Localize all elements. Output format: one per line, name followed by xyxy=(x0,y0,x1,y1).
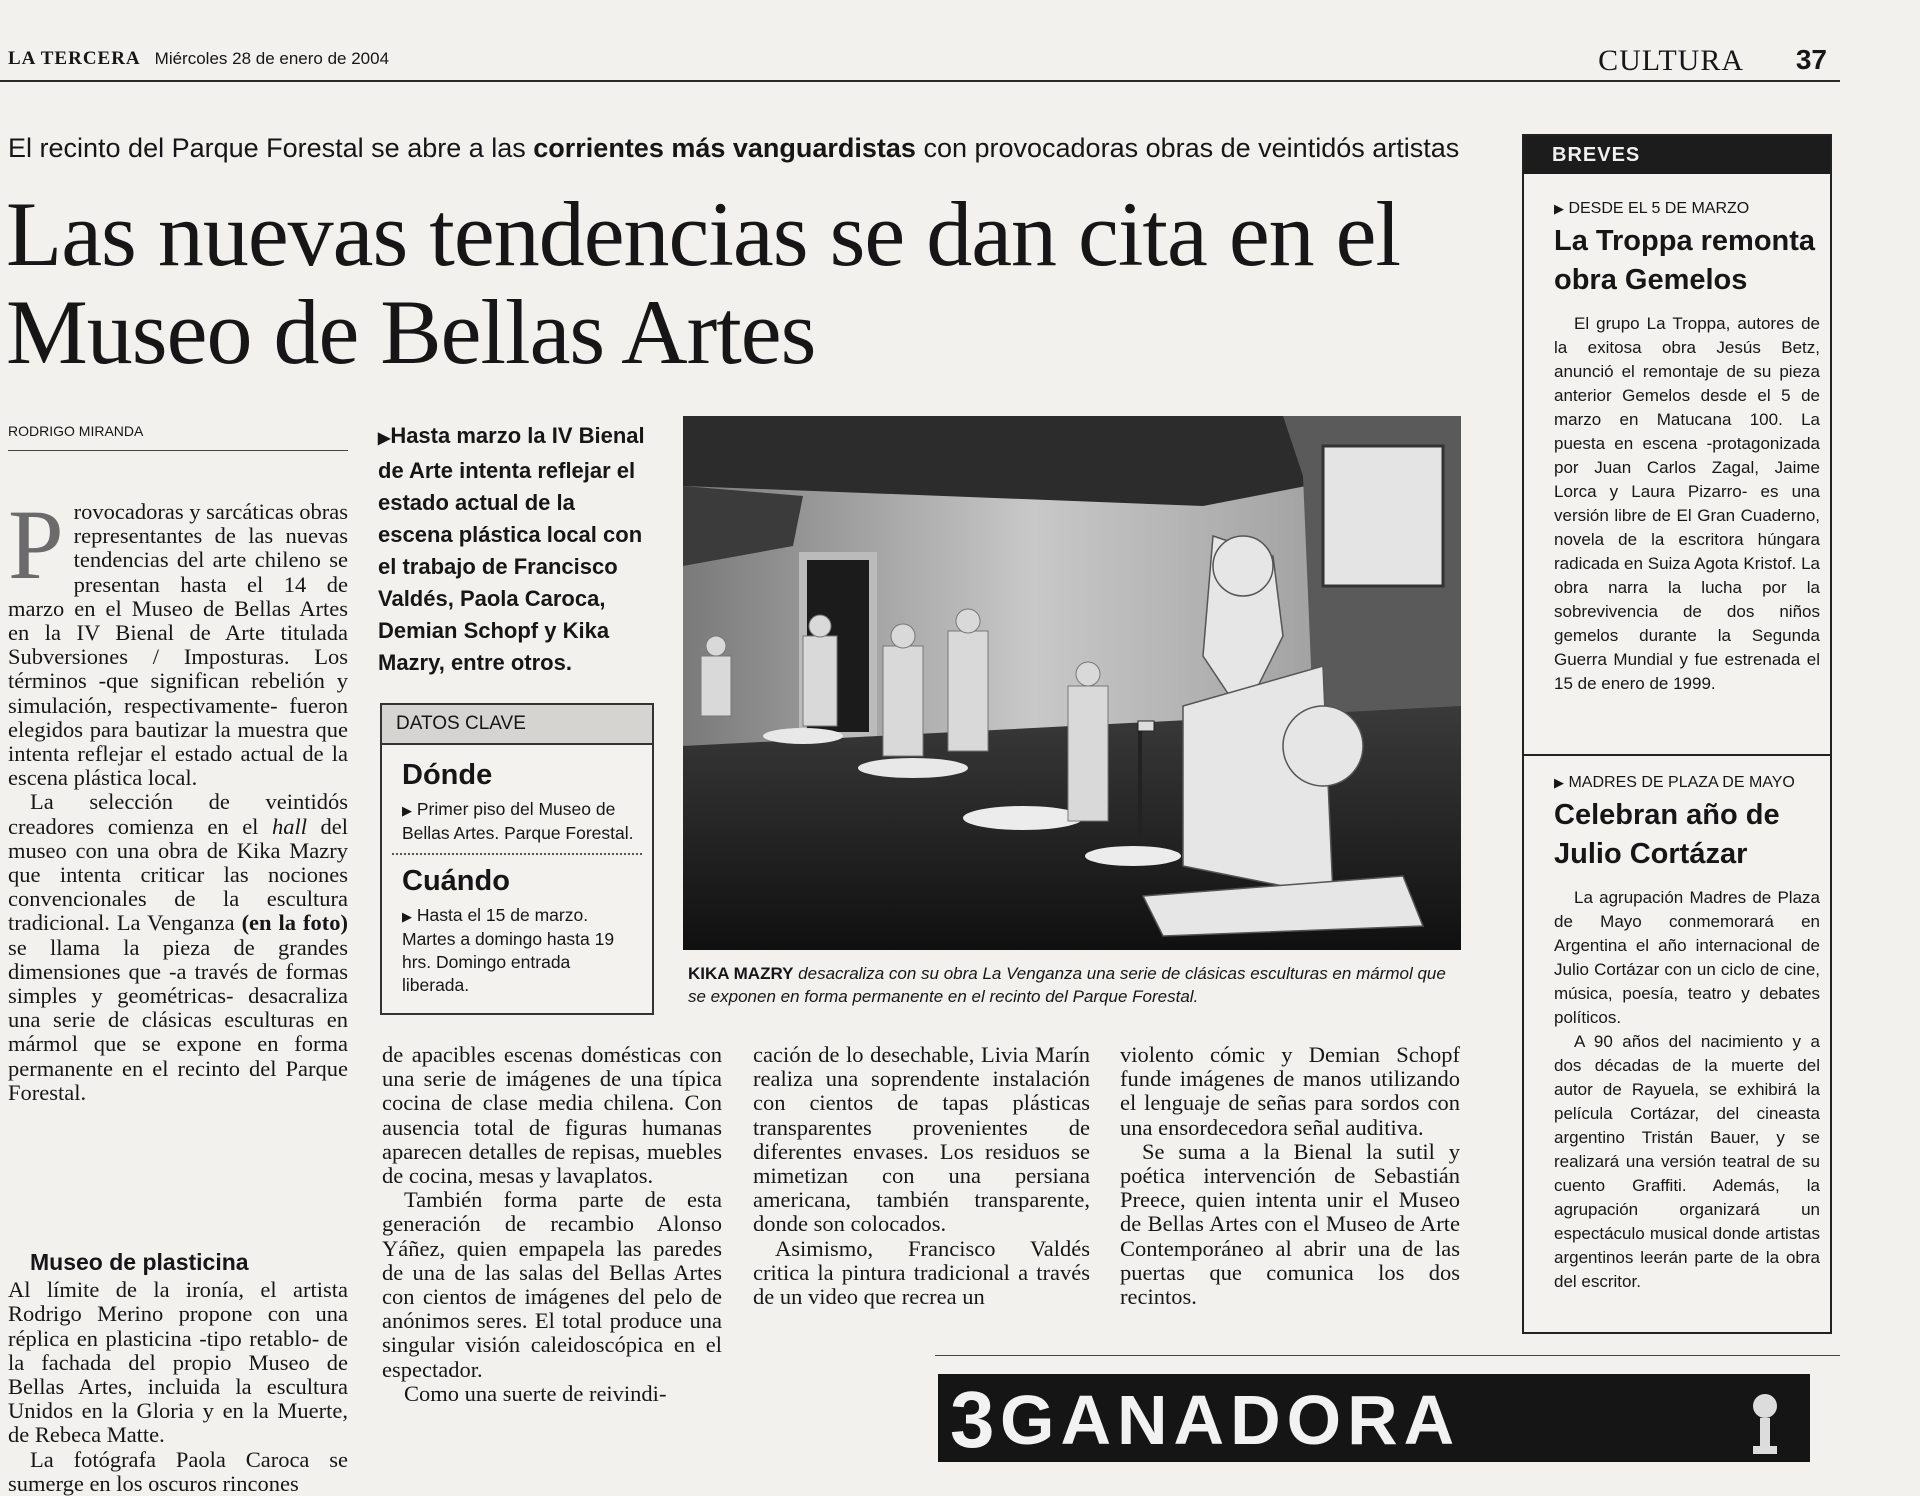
section-name: CULTURA xyxy=(1598,44,1744,77)
photo-caption: KIKA MAZRY desacraliza con su obra La Venganza una serie de clásicas esculturas en mármol que se exponen en forma permanente en el recinto del Parque Forestal. xyxy=(688,964,1446,1006)
triangle-bullet-icon: ▶ xyxy=(1554,775,1564,790)
ad-headline: GANADORA xyxy=(1000,1381,1461,1459)
masthead-rule xyxy=(0,80,1840,82)
brief-item xyxy=(1554,774,1820,1294)
brief-paragraph: A 90 años del nacimiento y a dos décadas de la muerte del autor de Rayuela, se exhibirá la película Cortázar, del cineasta argentino Tristán Bauer, y se realizará una versión teatral de su cuento Graffiti. Además, la agrupación organizará un espectáculo musical donde artistas argentinos leerán parte de la obra del escritor. xyxy=(1554,1032,1820,1291)
article-column-2 xyxy=(382,1043,722,1406)
column-3-paragraph: cación de lo desechable, Livia Marín realiza una soprendente instalación con cientos de tapas plásticas transparentes provenientes de diferentes envases. Los residuos se mimetizan con una persiana americana, también transparente, donde son colocados. xyxy=(753,1042,1090,1237)
paragraph-3: Al límite de la ironía, el artista Rodrigo Merino propone con una réplica en plasticina -tipo retablo- de la fachada del propio Museo de Bellas Artes, incluida la escultura Unidos en la Gloria y en la Muerte, de Rebeca Matte. xyxy=(8,1277,348,1448)
paragraph-2: La selección de veintidós creadores comienza en el hall del museo con una obra de Kika Mazry que intenta criticar las nociones convencionales de la escultura tradicional. La Venganza (en la foto) se llama la pieza de grandes dimensiones que -a través de formas simples y geométricas- desacraliza una serie de clásicas esculturas en mármol que se expone en forma permanente en el recinto del Parque Forestal. xyxy=(8,789,348,1105)
column-4-paragraph: violento cómic y Demian Schopf funde imágenes de manos utilizando el lenguaje de señas para sordos con una ensordecedora señal auditiva. xyxy=(1120,1042,1460,1140)
article-column-1-lower xyxy=(8,1250,348,1496)
ad-number: 3 xyxy=(950,1375,995,1464)
article-column-3 xyxy=(753,1043,1090,1309)
column-2-paragraph: de apacibles escenas domésticas con una serie de imágenes de una típica cocina de clase media chilena. Con ausencia total de figuras humanas aparecen detalles de repisas, muebles de cocina, mesas y lavaplatos. xyxy=(382,1042,722,1189)
article-headline: Las nuevas tendencias se dan cita en el Museo de Bellas Artes xyxy=(6,183,1401,383)
brief-kicker: ▶ MADRES DE PLAZA DE MAYO xyxy=(1554,774,1795,791)
trophy-icon xyxy=(1745,1390,1785,1460)
column-3-paragraph: Asimismo, Francisco Valdés critica la pintura tradicional a través de un video que recrea un xyxy=(753,1235,1090,1310)
key-facts-title: DATOS CLAVE xyxy=(382,705,652,745)
where-text: ▶ Primer piso del Museo de Bellas Artes. Parque Forestal. xyxy=(402,799,634,843)
article-lead: ▶Hasta marzo la IV Bienal de Arte intenta reflejar el estado actual de la escena plástica local con el trabajo de Francisco Valdés, Paola Caroca, Demian Schopf y Kika Mazry, entre otros. xyxy=(378,423,645,675)
when-label: Cuándo xyxy=(402,865,510,897)
triangle-bullet-icon: ▶ xyxy=(402,909,412,924)
news-briefs-sidebar xyxy=(1522,134,1832,1334)
brief-paragraph: La agrupación Madres de Plaza de Mayo conmemorará en Argentina el año internacional de Julio Cortázar con un ciclo de cine, música, poesía, teatro y debates políticos. xyxy=(1554,888,1820,1027)
column-2-paragraph: Como una suerte de reivindi- xyxy=(404,1380,667,1406)
section-subhead: Museo de plasticina xyxy=(30,1249,249,1275)
brief-headline: Celebran año de Julio Cortázar xyxy=(1554,799,1780,870)
paragraph-1: rovocadoras y sarcáticas obras representantes de las nuevas tendencias del arte chileno se presentan hasta el 14 de marzo en el Museo de Bellas Artes en la IV Bienal de Arte titulada Subversiones / Imposturas. Los términos -que significan rebelión y simulación, respectivamente- fueron elegidos para bautizar la muestra que intenta reflejar el estado actual de la escena plástica local. xyxy=(8,499,348,791)
article-column-1 xyxy=(8,489,348,1105)
where-label: Dónde xyxy=(402,759,493,791)
column-4-paragraph: Se suma a la Bienal la sutil y poética intervención de Sebastián Preece, quien intenta unir el Museo de Bellas Artes con el Museo de Arte Contemporáneo al abrir una de las puertas que comunica los dos recintos. xyxy=(1120,1138,1460,1310)
byline-rule xyxy=(8,450,348,451)
newspaper-name: LA TERCERA xyxy=(8,48,141,69)
article-subtitle: El recinto del Parque Forestal se abre a las corrientes más vanguardistas con provocadoras obras de veintidós artistas xyxy=(8,133,1460,163)
briefs-divider xyxy=(1524,754,1830,756)
brief-headline: La Troppa remonta obra Gemelos xyxy=(1554,225,1816,296)
paragraph-4: La fotógrafa Paola Caroca se sumerge en los oscuros rincones xyxy=(8,1446,348,1496)
box-divider xyxy=(392,853,642,855)
masthead xyxy=(8,48,389,70)
drop-cap: P xyxy=(8,489,64,600)
brief-paragraph: El grupo La Troppa, autores de la exitosa obra Jesús Betz, anunció el remontaje de su pieza anterior Gemelos desde el 5 de marzo en Matucana 100. La puesta en escena -protagonizada por Juan Carlos Zagal, Jaime Lorca y Laura Pizarro- es una versión libre de El Gran Cuaderno, novela de la escritora húngara radicada en Suiza Agota Kristof. La obra narra la lucha por la sobrevivencia de dos niños gemelos durante la Segunda Guerra Mundial y fue estrenada el 15 de enero de 1999. xyxy=(1554,314,1820,693)
brief-item xyxy=(1554,200,1820,696)
exhibition-photo xyxy=(683,416,1461,950)
column-2-paragraph: También forma parte de esta generación de recambio Alonso Yáñez, quien empapela las paredes de una de las salas del Bellas Artes con cientos de imágenes del pelo de anónimos seres. El total produce una singular visión caleidoscópica en el espectador. xyxy=(382,1187,722,1382)
byline: RODRIGO MIRANDA xyxy=(8,423,144,439)
page-number: 37 xyxy=(1795,44,1827,75)
issue-date: Miércoles 28 de enero de 2004 xyxy=(154,49,390,68)
triangle-bullet-icon: ▶ xyxy=(1554,201,1564,216)
key-facts-box xyxy=(380,703,654,1015)
brief-kicker: ▶ DESDE EL 5 DE MARZO xyxy=(1554,200,1750,217)
ad-rule xyxy=(935,1355,1840,1356)
triangle-bullet-icon: ▶ xyxy=(402,803,412,818)
when-text: ▶ Hasta el 15 de marzo. Martes a domingo hasta 19 hrs. Domingo entrada liberada. xyxy=(402,905,615,995)
triangle-bullet-icon: ▶ xyxy=(378,430,391,447)
briefs-title: BREVES xyxy=(1524,136,1830,174)
article-column-4 xyxy=(1120,1043,1460,1309)
